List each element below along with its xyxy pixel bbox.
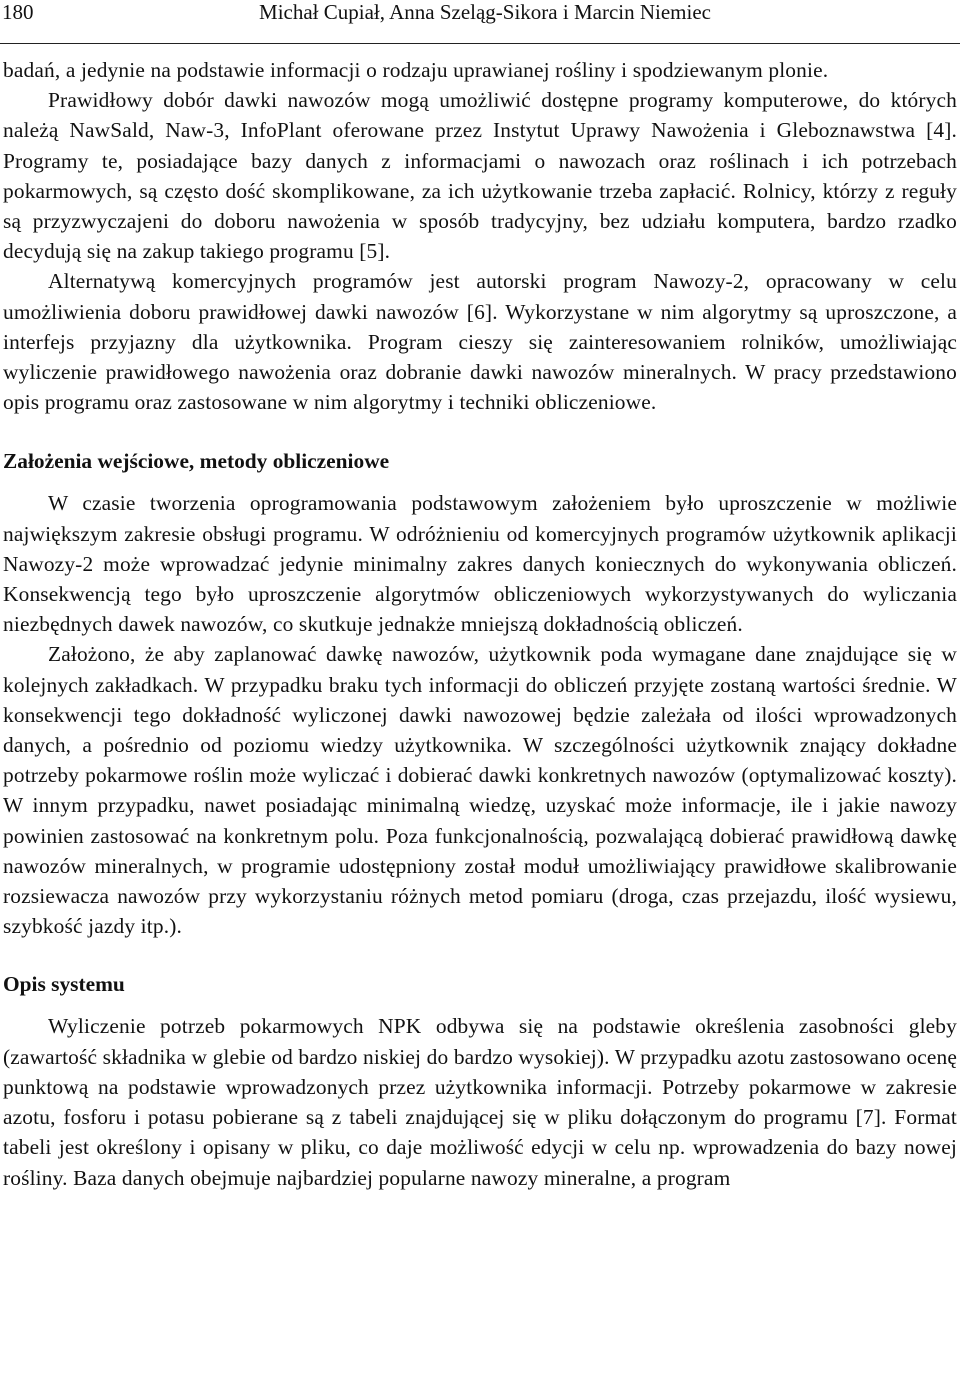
paragraph: W czasie tworzenia oprogramowania podstawowym założeniem było uproszczenie w możliwie największym zakresie obsługi programu. W odróżnieniu od komercyjnych programów użytkownik aplikacji Nawozy-2 może wprowadzać jedynie minimalny zakres danych koniecznych do wykonywania obliczeń. Konsekwencją tego było uproszczenie algorytmów obliczeniowych wykorzystywanych do wyliczania niezbędnych dawek nawozów, co skutkuje jednakże mniejszą dokładnością obliczeń. — [3, 491, 957, 637]
running-title: Michał Cupiał, Anna Szeląg-Sikora i Marcin Niemiec — [259, 0, 711, 24]
section-heading-assumptions: Założenia wejściowe, metody obliczeniowe — [3, 449, 390, 474]
paragraph: Alternatywą komercyjnych programów jest autorski program Nawozy-2, opracowany w celu umożliwienia doboru prawidłowej dawki nawozów [6]. Wykorzystane w nim algorytmy są uproszczone, a interfejs przyjazny dla użytkownika. Program cieszy się zainteresowaniem rolników, umożliwiając wyliczenie prawidłowego nawożenia oraz dobranie dawki nawozów mineralnych. W pracy przedstawiono opis programu oraz zastosowane w nim algorytmy i techniki obliczeniowe. — [3, 269, 957, 415]
paragraph: Założono, że aby zaplanować dawkę nawozów, użytkownik poda wymagane dane znajdujące się w kolejnych zakładkach. W przypadku braku tych informacji do obliczeń przyjęte zostaną wartości średnie. W konsekwencji tego dokładność wyliczonej dawki nawozowej będzie zależała od ilości wprowadzonych danych, a pośrednio od poziomu wiedzy użytkownika. W szczególności użytkownik znający dokładne potrzeby pokarmowe roślin może wyliczać i dobierać dawki konkretnych nawozów (optymalizować koszty). W innym przypadku, nawet posiadając minimalną wiedzę, uzyskać może informacje, ile i jakie nawozy powinien zastosować na konkretnym polu. Poza funkcjonalnością, pozwalającą dobierać prawidłową dawkę nawozów mineralnych, w programie udostępniony został moduł umożliwiający prawidłowe skalibrowanie rozsiewacza nawozów przy wykorzystaniu różnych metod pomiaru (droga, czas przejazdu, ilość wysiewu, szybkość jazdy itp.). — [3, 642, 957, 939]
paragraph: Wyliczenie potrzeb pokarmowych NPK odbywa się na podstawie określenia zasobności gleby (zawartość składnika w glebie od bardzo niskiej do bardzo wysokiej). W przypadku azotu zastosowano ocenę punktową na podstawie wprowadzonych przez użytkownika informacji. Potrzeby pokarmowe w zakresie azotu, fosforu i potasu pobierane są z tabeli znajdującej się w pliku dołączonym do programu [7]. Format tabeli jest określony i opisany w pliku, co daje możliwość edycji w celu np. wprowadzenia do bazy nowej rośliny. Baza danych obejmuje najbardziej popularne nawozy mineralne, a program — [3, 1014, 957, 1190]
paragraph-continued: badań, a jedynie na podstawie informacji o rodzaju uprawianej rośliny i spodziewanym plonie. — [3, 58, 829, 82]
paragraph: Prawidłowy dobór dawki nawozów mogą umożliwić dostępne programy komputerowe, do których należą NawSald, Naw-3, InfoPlant oferowane przez Instytut Uprawy Nawożenia i Gleboznawstwa [4]. Programy te, posiadające bazy danych z informacjami o nawozach oraz roślinach i ich potrzebach pokarmowych, są często dość skomplikowane, za ich użytkowanie trzeba zapłacić. Rolnicy, którzy z reguły są przyzwyczajeni do doboru nawożenia w sposób tradycyjny, bez udziału komputera, bardzo rzadko decydują się na zakup takiego programu [5]. — [3, 88, 957, 264]
running-header — [0, 0, 960, 44]
page-number: 180 — [2, 0, 34, 24]
article-body — [3, 55, 957, 1193]
section-heading-system-description: Opis systemu — [3, 972, 125, 997]
